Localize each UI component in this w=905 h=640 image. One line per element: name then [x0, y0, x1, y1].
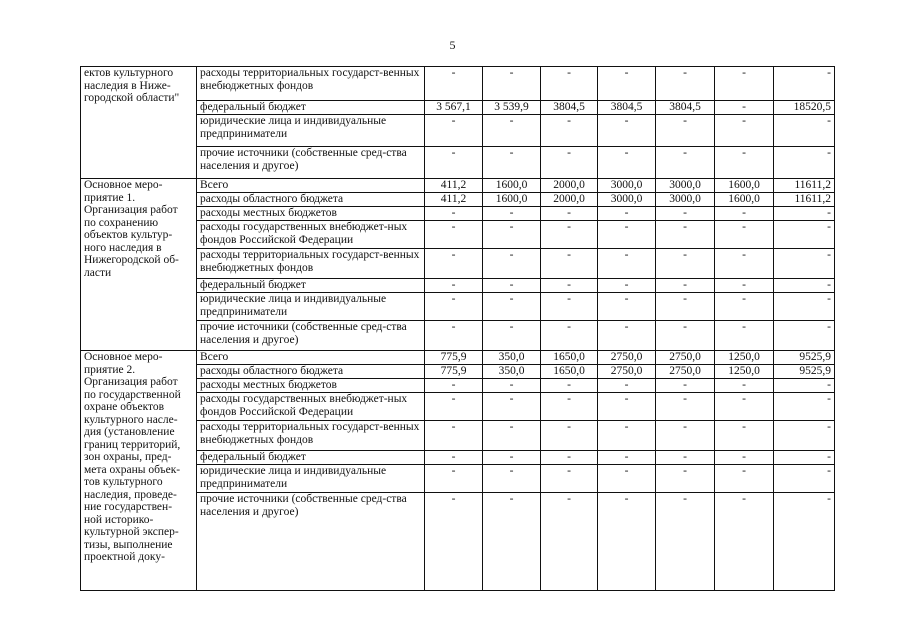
funding-source-cell: прочие источники (собственные сред-ства населения и другое): [197, 493, 425, 591]
value-cell: -: [656, 393, 715, 421]
value-cell: -: [425, 221, 483, 249]
value-cell: -: [656, 493, 715, 591]
value-cell: -: [715, 249, 774, 279]
activity-cell: [81, 67, 197, 179]
value-cell: -: [656, 67, 715, 101]
value-cell: -: [774, 465, 835, 493]
value-cell: -: [541, 115, 598, 147]
value-cell: -: [483, 451, 541, 465]
value-cell: -: [483, 379, 541, 393]
value-cell: -: [774, 207, 835, 221]
value-cell: -: [774, 493, 835, 591]
value-cell: -: [483, 421, 541, 451]
value-cell: 3000,0: [656, 179, 715, 193]
value-cell: 350,0: [483, 365, 541, 379]
activity-line: наследия, проведе-: [84, 488, 177, 501]
activity-line: Организация работ: [84, 376, 178, 388]
activity-line: приятие 2.: [84, 363, 136, 376]
value-cell: 3804,5: [598, 101, 656, 115]
value-cell: -: [541, 493, 598, 591]
value-cell: -: [541, 67, 598, 101]
activity-line: по государственной: [84, 388, 181, 401]
value-cell: -: [598, 249, 656, 279]
value-cell: -: [715, 493, 774, 591]
value-cell: -: [541, 147, 598, 179]
value-cell: -: [425, 393, 483, 421]
value-cell: -: [541, 321, 598, 351]
value-cell: 2750,0: [656, 365, 715, 379]
value-cell: 3000,0: [598, 179, 656, 193]
value-cell: -: [483, 207, 541, 221]
value-cell: -: [774, 115, 835, 147]
value-cell: -: [598, 379, 656, 393]
funding-source-cell: Всего: [197, 179, 425, 193]
value-cell: 3000,0: [656, 193, 715, 207]
value-cell: -: [598, 115, 656, 147]
budget-table: [80, 66, 835, 591]
funding-source-cell: расходы территориальных государст-венных внебюджетных фондов: [197, 67, 425, 101]
value-cell: 9525,9: [774, 351, 835, 365]
value-cell: 3000,0: [598, 193, 656, 207]
value-cell: -: [656, 379, 715, 393]
value-cell: -: [483, 293, 541, 321]
value-cell: -: [483, 493, 541, 591]
funding-source-cell: расходы территориальных государст-венных внебюджетных фондов: [197, 249, 425, 279]
value-cell: -: [715, 207, 774, 221]
value-cell: 2750,0: [598, 365, 656, 379]
funding-source-cell: прочие источники (собственные сред-ства населения и другое): [197, 321, 425, 351]
value-cell: 11611,2: [774, 193, 835, 207]
value-cell: 350,0: [483, 351, 541, 365]
value-cell: -: [656, 249, 715, 279]
value-cell: -: [598, 293, 656, 321]
table-row: [81, 67, 835, 101]
value-cell: -: [541, 379, 598, 393]
activity-line: тизы, выполнение: [84, 538, 173, 551]
value-cell: -: [598, 421, 656, 451]
value-cell: 2000,0: [541, 179, 598, 193]
activity-line: по сохранению: [84, 216, 159, 229]
activity-cell: [81, 351, 197, 591]
value-cell: -: [774, 393, 835, 421]
funding-source-cell: прочие источники (собственные сред-ства населения и другое): [197, 147, 425, 179]
value-cell: -: [598, 207, 656, 221]
value-cell: -: [425, 451, 483, 465]
value-cell: -: [483, 115, 541, 147]
activity-line: тов культурного: [84, 476, 163, 488]
value-cell: -: [425, 293, 483, 321]
value-cell: -: [541, 393, 598, 421]
value-cell: 2000,0: [541, 193, 598, 207]
value-cell: -: [715, 379, 774, 393]
value-cell: -: [598, 279, 656, 293]
value-cell: 18520,5: [774, 101, 835, 115]
value-cell: -: [656, 321, 715, 351]
activity-line: городской области": [84, 92, 180, 104]
value-cell: -: [656, 279, 715, 293]
value-cell: 775,9: [425, 351, 483, 365]
funding-source-cell: расходы областного бюджета: [197, 193, 425, 207]
activity-line: ной историко-: [84, 513, 154, 526]
value-cell: 1250,0: [715, 365, 774, 379]
funding-source-cell: юридические лица и индивидуальные предприниматели: [197, 465, 425, 493]
value-cell: 2750,0: [656, 351, 715, 365]
activity-line: границ территорий,: [84, 438, 181, 451]
value-cell: 3 539,9: [483, 101, 541, 115]
value-cell: -: [774, 379, 835, 393]
funding-source-cell: юридические лица и индивидуальные предприниматели: [197, 115, 425, 147]
activity-line: объектов культур-: [84, 229, 173, 241]
value-cell: 411,2: [425, 193, 483, 207]
funding-source-cell: расходы государственных внебюджет-ных фондов Российской Федерации: [197, 393, 425, 421]
activity-line: приятие 1.: [84, 191, 136, 204]
value-cell: -: [425, 321, 483, 351]
value-cell: -: [483, 465, 541, 493]
value-cell: -: [483, 67, 541, 101]
value-cell: -: [774, 293, 835, 321]
activity-line: зон охраны, пред-: [84, 451, 172, 463]
value-cell: 411,2: [425, 179, 483, 193]
value-cell: -: [598, 393, 656, 421]
value-cell: -: [774, 321, 835, 351]
value-cell: -: [715, 393, 774, 421]
value-cell: 11611,2: [774, 179, 835, 193]
value-cell: 1650,0: [541, 351, 598, 365]
value-cell: -: [425, 207, 483, 221]
value-cell: -: [715, 101, 774, 115]
value-cell: -: [541, 249, 598, 279]
activity-line: ного наследия в: [84, 241, 162, 254]
value-cell: 1250,0: [715, 351, 774, 365]
funding-source-cell: юридические лица и индивидуальные предприниматели: [197, 293, 425, 321]
value-cell: -: [715, 465, 774, 493]
value-cell: 3 567,1: [425, 101, 483, 115]
value-cell: -: [715, 115, 774, 147]
value-cell: -: [483, 321, 541, 351]
value-cell: -: [425, 279, 483, 293]
value-cell: -: [656, 465, 715, 493]
activity-line: дия (установление: [84, 426, 175, 438]
funding-source-cell: расходы государственных внебюджет-ных фондов Российской Федерации: [197, 221, 425, 249]
value-cell: -: [715, 451, 774, 465]
value-cell: -: [425, 421, 483, 451]
value-cell: -: [598, 465, 656, 493]
value-cell: -: [483, 393, 541, 421]
activity-line: ласти: [84, 266, 112, 279]
value-cell: -: [483, 249, 541, 279]
value-cell: -: [715, 221, 774, 249]
activity-line: ектов культурного: [84, 67, 174, 79]
value-cell: 1600,0: [715, 179, 774, 193]
value-cell: 3804,5: [541, 101, 598, 115]
value-cell: -: [774, 221, 835, 249]
value-cell: -: [483, 147, 541, 179]
activity-line: мета охраны объек-: [84, 463, 181, 476]
value-cell: -: [541, 221, 598, 249]
value-cell: -: [774, 421, 835, 451]
value-cell: -: [774, 451, 835, 465]
activity-line: наследия в Ниже-: [84, 79, 171, 92]
value-cell: -: [483, 221, 541, 249]
value-cell: 1650,0: [541, 365, 598, 379]
value-cell: -: [715, 421, 774, 451]
value-cell: -: [425, 249, 483, 279]
value-cell: -: [774, 67, 835, 101]
funding-source-cell: федеральный бюджет: [197, 451, 425, 465]
value-cell: -: [656, 221, 715, 249]
activity-line: Нижегородской об-: [84, 254, 179, 266]
value-cell: 2750,0: [598, 351, 656, 365]
value-cell: -: [541, 279, 598, 293]
funding-source-cell: федеральный бюджет: [197, 279, 425, 293]
value-cell: -: [598, 451, 656, 465]
value-cell: -: [541, 465, 598, 493]
funding-source-cell: Всего: [197, 351, 425, 365]
funding-source-cell: расходы местных бюджетов: [197, 207, 425, 221]
value-cell: -: [598, 147, 656, 179]
value-cell: -: [598, 321, 656, 351]
value-cell: 9525,9: [774, 365, 835, 379]
value-cell: -: [598, 493, 656, 591]
value-cell: -: [425, 379, 483, 393]
value-cell: -: [715, 147, 774, 179]
value-cell: 1600,0: [483, 193, 541, 207]
activity-line: проектной доку-: [84, 551, 165, 563]
value-cell: -: [774, 249, 835, 279]
funding-source-cell: расходы областного бюджета: [197, 365, 425, 379]
activity-line: охране объектов: [84, 401, 165, 413]
value-cell: -: [598, 67, 656, 101]
funding-source-cell: расходы территориальных государст-венных внебюджетных фондов: [197, 421, 425, 451]
value-cell: 3804,5: [656, 101, 715, 115]
value-cell: -: [598, 221, 656, 249]
value-cell: -: [656, 147, 715, 179]
value-cell: -: [715, 279, 774, 293]
activity-line: ние государствен-: [84, 501, 173, 513]
table-row: [81, 351, 835, 365]
value-cell: -: [483, 279, 541, 293]
funding-source-cell: расходы местных бюджетов: [197, 379, 425, 393]
value-cell: 775,9: [425, 365, 483, 379]
value-cell: -: [656, 207, 715, 221]
value-cell: -: [425, 67, 483, 101]
value-cell: -: [541, 207, 598, 221]
funding-source-cell: федеральный бюджет: [197, 101, 425, 115]
value-cell: -: [541, 421, 598, 451]
activity-line: Организация работ: [84, 204, 178, 216]
value-cell: -: [541, 293, 598, 321]
value-cell: -: [656, 451, 715, 465]
value-cell: -: [774, 147, 835, 179]
value-cell: -: [425, 115, 483, 147]
table-row: [81, 179, 835, 193]
value-cell: -: [425, 147, 483, 179]
activity-line: культурного насле-: [84, 413, 178, 426]
value-cell: -: [425, 493, 483, 591]
value-cell: -: [425, 465, 483, 493]
value-cell: -: [774, 279, 835, 293]
value-cell: -: [541, 451, 598, 465]
activity-cell: [81, 179, 197, 351]
value-cell: -: [715, 67, 774, 101]
page-number: 5: [449, 38, 456, 52]
value-cell: -: [715, 321, 774, 351]
activity-line: Основное меро-: [84, 179, 163, 191]
value-cell: -: [715, 293, 774, 321]
value-cell: -: [656, 421, 715, 451]
activity-line: культурной экспер-: [84, 526, 179, 538]
activity-line: Основное меро-: [84, 351, 163, 363]
value-cell: -: [656, 293, 715, 321]
value-cell: -: [656, 115, 715, 147]
value-cell: 1600,0: [483, 179, 541, 193]
value-cell: 1600,0: [715, 193, 774, 207]
